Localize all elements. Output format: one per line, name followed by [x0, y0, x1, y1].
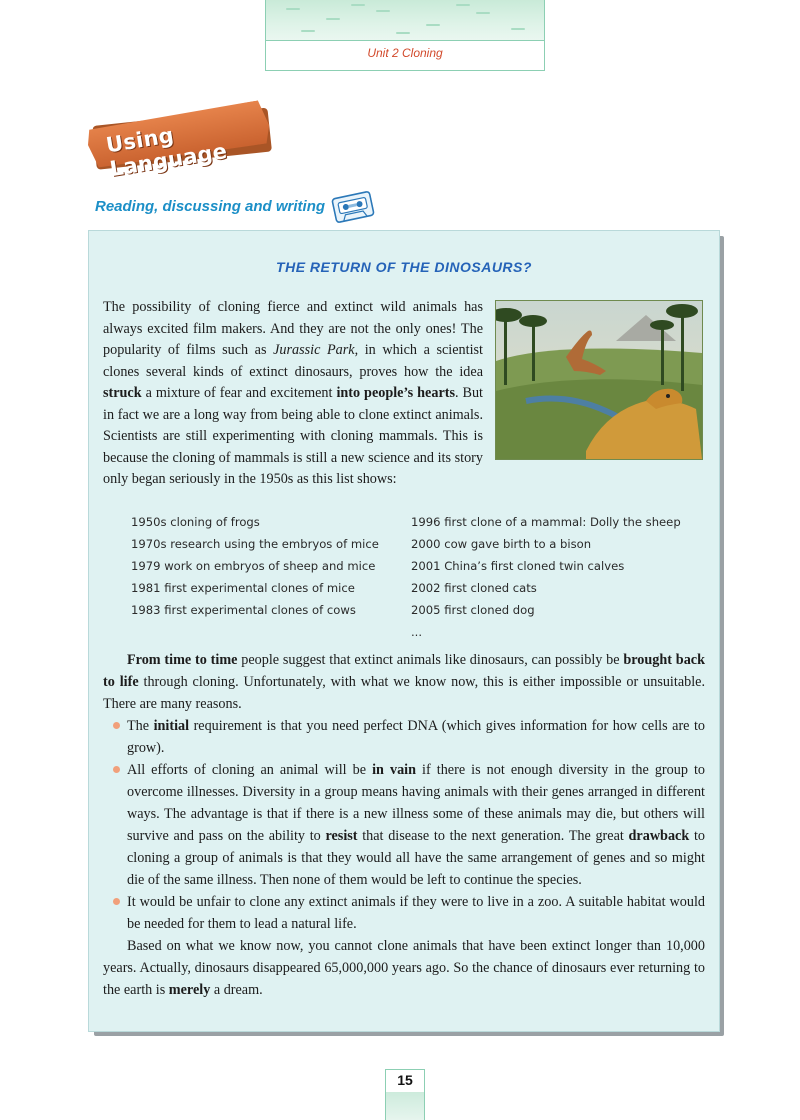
list-item: 2002 first cloned cats — [411, 581, 537, 595]
page-number: 15 — [397, 1072, 413, 1088]
list-item: 1970s research using the embryos of mice — [131, 537, 379, 551]
bullet-item: The initial requirement is that you need perfect DNA (which gives information for how cells are to grow). — [103, 715, 705, 759]
vocab-hearts: into people’s hearts — [336, 385, 455, 401]
list-item: 1950s cloning of frogs — [131, 515, 260, 529]
bullet-icon — [113, 898, 120, 905]
film-title: Jurassic Park — [273, 342, 355, 358]
list-item: 1983 first experimental clones of cows — [131, 603, 356, 617]
bullet-icon — [113, 722, 120, 729]
article-title: THE RETURN OF THE DINOSAURS? — [276, 259, 532, 275]
list-item: 2005 first cloned dog — [411, 603, 535, 617]
page-number-tab — [385, 1069, 425, 1120]
bullet-item: All efforts of cloning an animal will be in vain if there is not enough diversity in the group to overcome illnesses. Diversity in a group means having animals with their genes arranged in different ways. The advantage is that if there is a new illness some of these animals may die, but others will survive and pass on the ability to resist that disease to the next generation. The great drawback to cloning a group of animals is that they would all have the same arrangement of genes and so might die of the same illness. Then none of them would be left to continue the species. — [103, 759, 705, 891]
list-item: 1996 first clone of a mammal: Dolly the sheep — [411, 515, 681, 529]
list-item: ... — [411, 625, 423, 639]
bullet-item: It would be unfair to clone any extinct animals if they were to live in a zoo. A suitable habitat would be needed for them to lead a natural life. — [103, 891, 705, 935]
list-item: 1981 first experimental clones of mice — [131, 581, 355, 595]
timeline-right — [411, 511, 681, 643]
banner-label: Using Language — [104, 123, 229, 182]
article-body — [103, 649, 705, 1001]
cassette-icon — [331, 189, 376, 225]
intro-paragraph: The possibility of cloning fierce and extinct wild animals has always excited film makers. And they are not the only ones! The popularity of films such as Jurassic Park, in which a scientist clones several kinds of extinct dinosaurs, proves how the idea struck a mixture of fear and excitement into people’s hearts. But in fact we are a long way from being able to clone extinct animals. Scientists are still experimenting with cloning mammals. This is because the cloning of mammals is still a new science and its story only began seriously in the 1950s as this list shows: — [103, 297, 703, 491]
section-subheading: Reading, discussing and writing — [95, 198, 326, 215]
unit-header-tab — [265, 0, 545, 71]
list-item: 1979 work on embryos of sheep and mice — [131, 559, 376, 573]
unit-title: Unit 2 Cloning — [367, 46, 443, 60]
paragraph: From time to time people suggest that extinct animals like dinosaurs, can possibly be brought back to life through cloning. Unfortunately, with what we know now, this is either impossible or unsuitable. There are many reasons. — [103, 652, 705, 712]
timeline-left — [131, 511, 379, 621]
paragraph: Based on what we know now, you cannot clone animals that have been extinct longer than 10,000 years. Actually, dinosaurs disappeared 65,000,000 years ago. So the chance of dinosaurs ever returning to the earth is merely a dream. — [103, 938, 705, 998]
bullet-icon — [113, 766, 120, 773]
list-item: 2000 cow gave birth to a bison — [411, 537, 592, 551]
dinosaur-landscape-image — [495, 300, 703, 460]
vocab-struck: struck — [103, 385, 142, 401]
section-banner — [84, 92, 279, 183]
header-texture — [266, 0, 544, 41]
list-item: 2001 China’s first cloned twin calves — [411, 559, 625, 573]
reading-panel — [88, 230, 720, 1032]
